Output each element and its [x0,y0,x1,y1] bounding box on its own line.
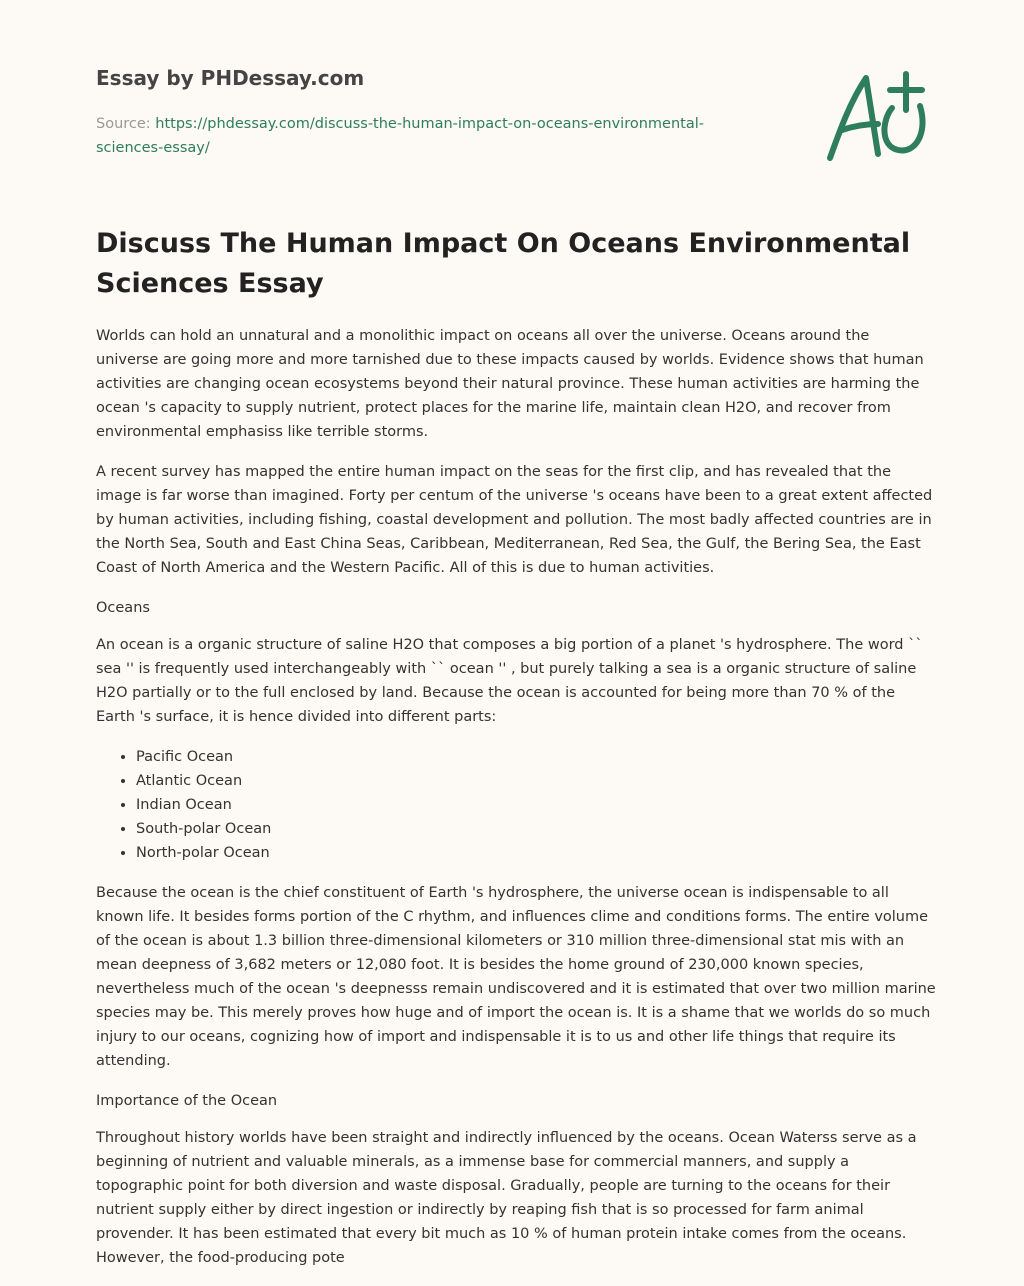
a-plus-grade-logo [818,64,936,170]
list-item: • Pacific Ocean [136,745,936,769]
list-item: • Indian Ocean [136,793,936,817]
oceans-list [96,745,936,865]
section-heading-oceans: Oceans [96,600,150,616]
page-header [96,64,756,160]
section-heading-importance: Importance of the Ocean [96,1093,278,1109]
site-name: Essay by PHDessay.com [96,66,365,90]
paragraph: Worlds can hold an unnatural and a monolithic impact on oceans all over the universe. Oceans around the universe are going more and more tarnished due to these impacts caused by worlds. Evidence shows that human activities are changing ocean ecosystems beyond their natural province. These human activities are harming the ocean 's capacity to supply nutrient, protect places for the marine life, maintain clean H2O, and recover from environmental emphasiss like terrible storms. [96,328,924,440]
paragraph: A recent survey has mapped the entire human impact on the seas for the first clip, and has revealed that the image is far worse than imagined. Forty per centum of the universe 's oceans have been to a great extent affected by human activities, including fishing, coastal development and pollution. The most badly affected countries are in the North Sea, South and East China Seas, Caribbean, Mediterranean, Red Sea, the Gulf, the Bering Sea, the East Coast of North America and the Western Pacific. All of this is due to human activities. [96,464,933,576]
essay-title: Discuss The Human Impact On Oceans Environmental Sciences Essay [96,228,911,299]
essay-body [96,324,936,1286]
source-label: Source: [96,116,156,132]
list-item: • South-polar Ocean [136,817,936,841]
paragraph: Because the ocean is the chief constituent of Earth 's hydrosphere, the universe ocean is indispensable to all known life. It besides forms portion of the C rhythm, and influences clime and conditions forms. The entire volume of the ocean is about 1.3 billion three-dimensional kilometers or 310 million three-dimensional stat mis with an mean deepness of 3,682 meters or 12,080 foot. It is besides the home ground of 230,000 known species, nevertheless much of the ocean 's deepnesss remain undiscovered and it is estimated that over two million marine species may be. This merely proves how huge and of import the ocean is. It is a shame that we worlds do so much injury to our oceans, cognizing how of import and indispensable it is to us and other life things that require its attending. [96,885,936,1069]
list-item: • North-polar Ocean [136,841,936,865]
source-link[interactable]: https://phdessay.com/discuss-the-human-impact-on-oceans-environmental-sciences-essay/ [96,116,704,156]
source-line [96,112,756,160]
list-item: • Atlantic Ocean [136,769,936,793]
paragraph: An ocean is a organic structure of saline H2O that composes a big portion of a planet 's hydrosphere. The word `` sea '' is frequently used interchangeably with `` ocean '' , but purely talking a sea is a organic structure of saline H2O partially or to the full enclosed by land. Because the ocean is accounted for being more than 70 % of the Earth 's surface, it is hence divided into different parts: [96,637,923,725]
paragraph: Throughout history worlds have been straight and indirectly influenced by the oceans. Ocean Waterss serve as a beginning of nutrient and valuable minerals, as a immense base for commercial manners, and supply a topographic point for both diversion and waste disposal. Gradually, people are turning to the oceans for their nutrient supply either by direct ingestion or indirectly by reaping fish that is so processed for farm animal provender. It has been estimated that every bit much as 10 % of human protein intake comes from the oceans. However, the food-producing pote [96,1130,917,1266]
